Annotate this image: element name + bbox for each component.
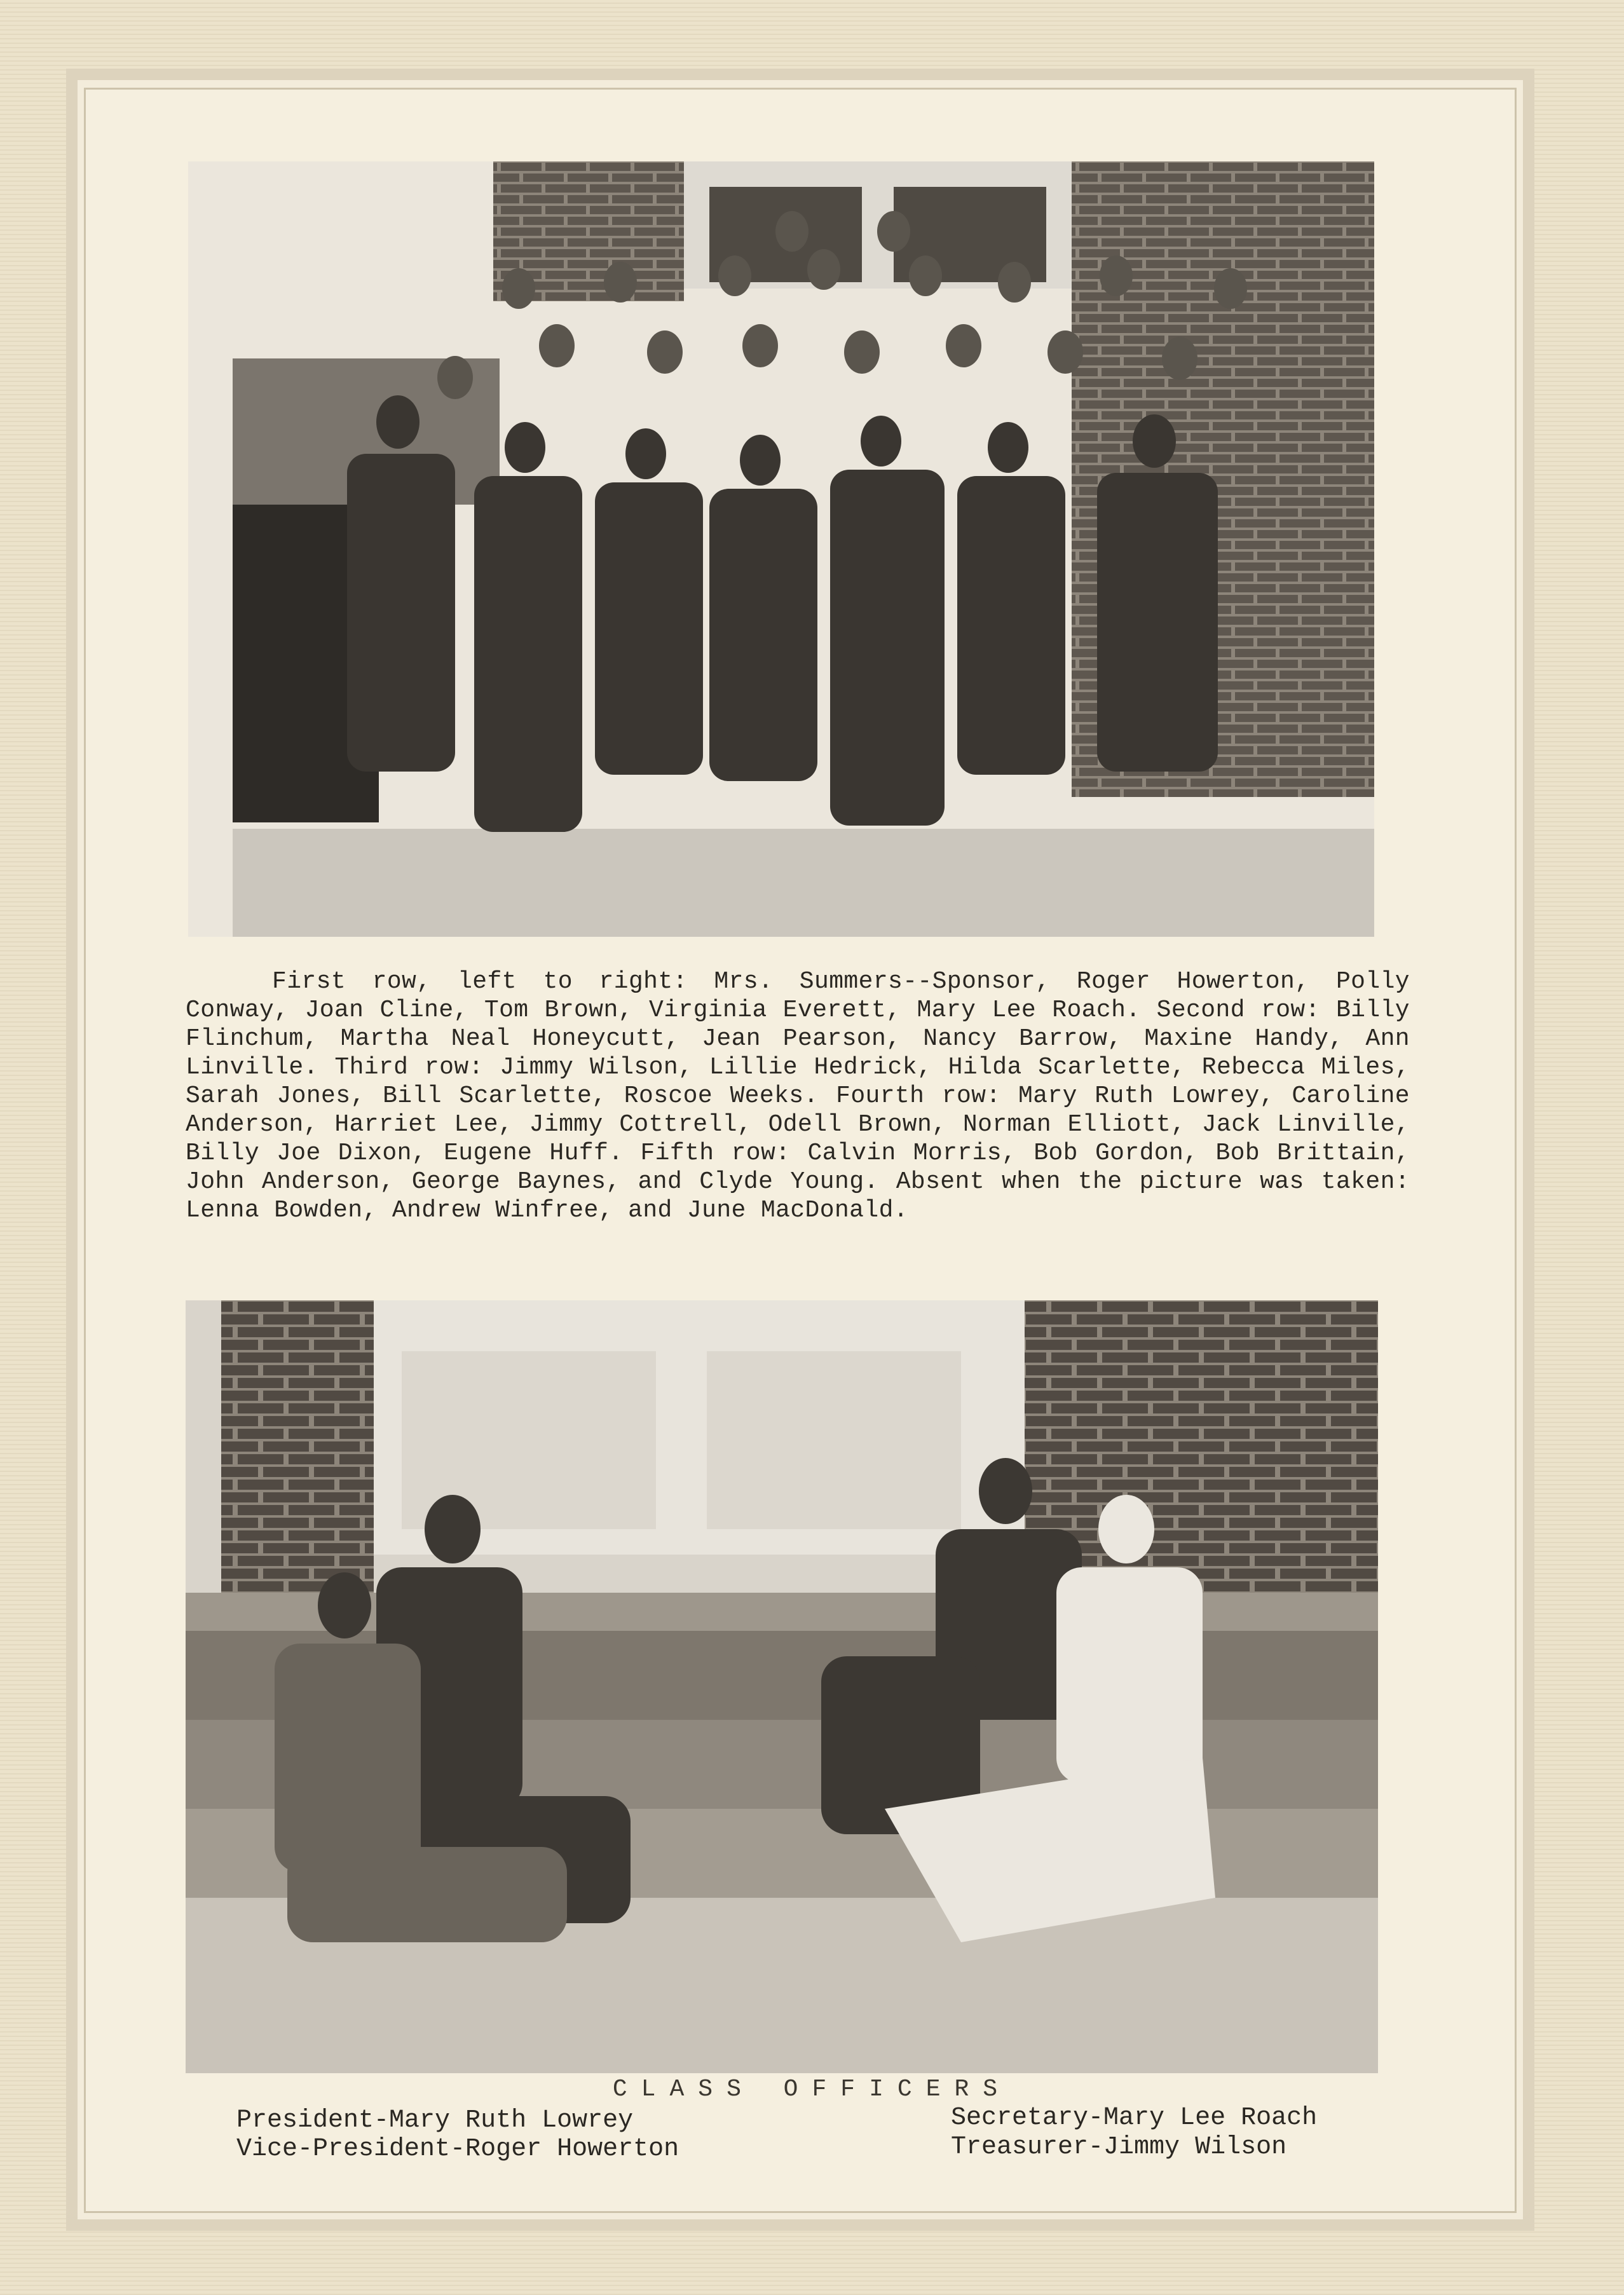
officer-treasurer: Treasurer-Jimmy Wilson bbox=[951, 2133, 1287, 2162]
class-officers-photo bbox=[186, 1300, 1378, 2073]
group-photo-caption: First row, left to right: Mrs. Summers--Sponsor, Roger Howerton, Polly Conway, Joan Cline, Tom Brown, Virginia Everett, Mary Lee Roach. Second row: Billy Flinchum, Martha Neal Honeycutt, Jean Pearson, Nancy Barrow, Maxine Handy, Ann Linville. Third row: Jimmy Wilson, Lillie Hedrick, Hilda Scarlette, Rebecca Miles, Sarah Jones, Bill Scarlette, Roscoe Weeks. Fourth row: Mary Ruth Lowrey, Caroline Anderson, Harriet Lee, Jimmy Cottrell, Odell Brown, Norman Elliott, Jack Linville, Billy Joe Dixon, Eugene Huff. Fifth row: Calvin Morris, Bob Gordon, Bob Brittain, John Anderson, George Baynes, and Clyde Young. Absent when the picture was taken: Lenna Bowden, Andrew Winfree, and June MacDonald. bbox=[186, 968, 1410, 1224]
officer-vice-president: Vice-President-Roger Howerton bbox=[236, 2135, 679, 2163]
class-officers-heading: CLASS OFFICERS bbox=[612, 2076, 1012, 2103]
officer-secretary: Secretary-Mary Lee Roach bbox=[951, 2104, 1318, 2132]
class-group-photo bbox=[188, 161, 1374, 937]
officer-president: President-Mary Ruth Lowrey bbox=[236, 2106, 634, 2135]
